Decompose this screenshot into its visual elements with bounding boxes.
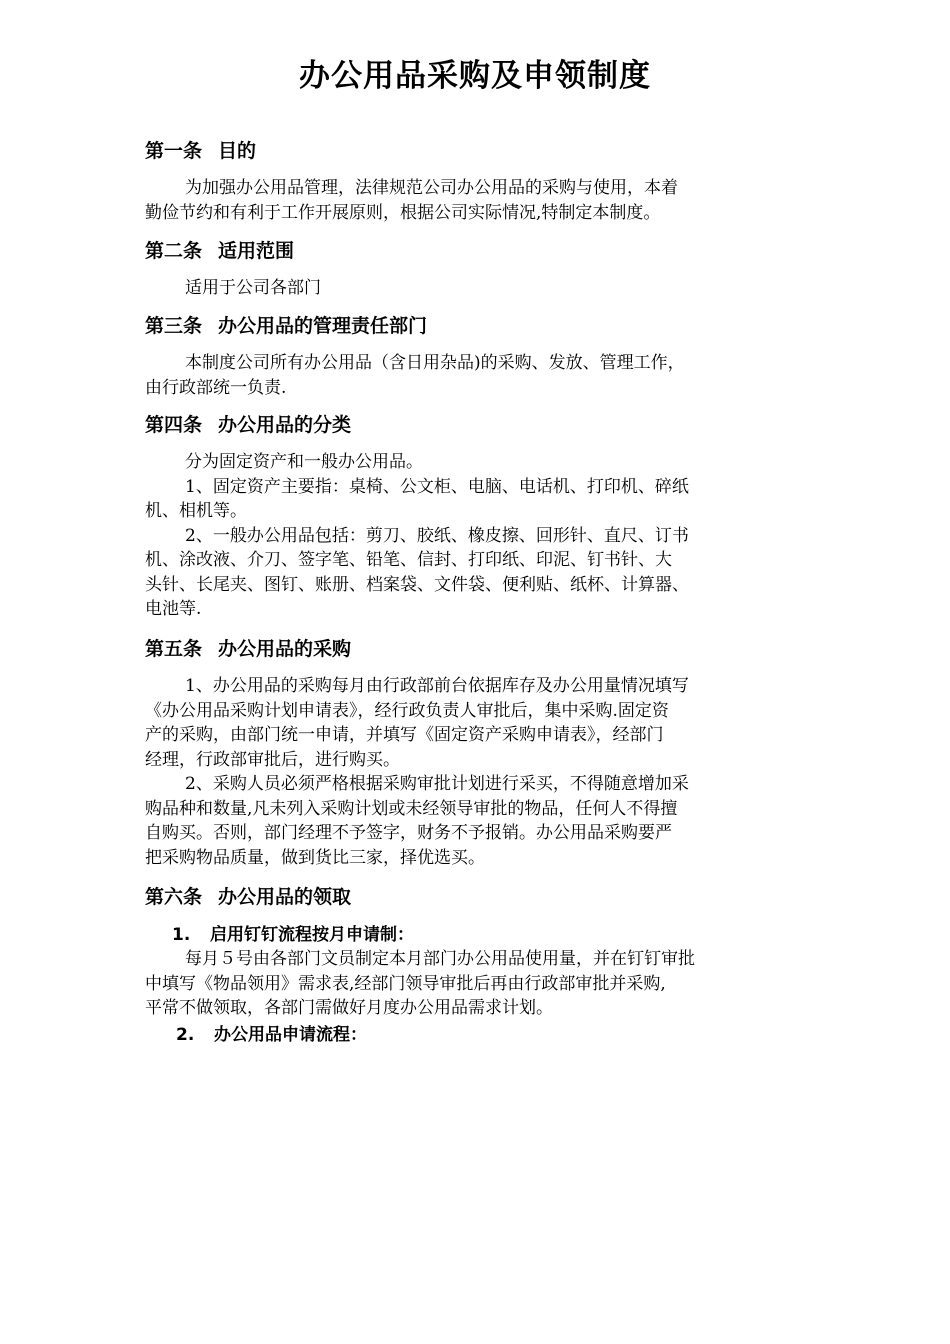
subsection-heading-1: [172, 923, 414, 947]
section-number: 第一条: [145, 140, 203, 162]
subsection-number: 1.: [172, 925, 191, 945]
paragraph-line: 平常不做领取，各部门需做好月度办公用品需求计划。: [145, 998, 553, 1018]
paragraph-line: 1、固定资产主要指：桌椅、公文柜、电脑、电话机、打印机、碎纸: [185, 476, 689, 497]
section-title: 适用范围: [218, 240, 295, 262]
section-body-5: [145, 674, 807, 870]
paragraph-line: 由行政部统一负责.: [145, 377, 287, 398]
section-body-4: [145, 450, 807, 622]
paragraph-line: 《办公用品采购计划申请表》，经行政负责人审批后，集中采购.固定资: [145, 700, 669, 721]
subsection-title: 办公用品申请流程：: [214, 1025, 367, 1045]
paragraph-line: 勤俭节约和有利于工作开展原则，根据公司实际情况,特制定本制度。: [145, 202, 661, 223]
paragraph-line: 购品种和数量,凡未列入采购计划或未经领导审批的物品，任何人不得擅: [145, 798, 678, 819]
section-body-3: [145, 351, 807, 400]
section-title: 办公用品的分类: [218, 414, 352, 436]
section-heading-2: [145, 238, 294, 264]
section-number: 第二条: [145, 240, 203, 262]
section-title: 办公用品的管理责任部门: [218, 315, 428, 337]
paragraph-line: 产的采购，由部门统一申请，并填写《固定资产采购申请表》，经部门: [145, 725, 664, 745]
paragraph-line: 为加强办公用品管理，法律规范公司办公用品的采购与使用，本着: [185, 178, 678, 198]
paragraph-line: 把采购物品质量，做到货比三家，择优选买。: [145, 847, 485, 868]
paragraph-line: 中填写《物品领用》需求表,经部门领导审批后再由行政部审批并采购,: [145, 973, 666, 994]
section-body-2: [145, 276, 807, 301]
subsection-number: 2.: [176, 1025, 195, 1045]
section-number: 第六条: [145, 886, 203, 908]
paragraph-line: 经理，行政部审批后，进行购买。: [145, 749, 400, 770]
section-heading-3: [145, 313, 427, 339]
paragraph-line: 2、一般办公用品包括：剪刀、胶纸、橡皮擦、回形针、直尺、订书: [185, 525, 689, 546]
section-heading-4: [145, 412, 351, 438]
section-heading-6: [145, 884, 351, 910]
subsection-heading-2: [176, 1023, 367, 1047]
section-title: 目的: [218, 140, 257, 162]
subsection-title: 启用钉钉流程按月申请制：: [210, 925, 414, 945]
section-number: 第五条: [145, 638, 203, 660]
section-title: 办公用品的采购: [218, 638, 352, 660]
section-heading-5: [145, 636, 351, 662]
paragraph-line: 适用于公司各部门: [185, 278, 321, 298]
paragraph-line: 每月５号由各部门文员制定本月部门办公用品使用量，并在钉钉审批: [185, 949, 695, 969]
section-number: 第四条: [145, 414, 203, 436]
paragraph-line: 电池等.: [145, 599, 202, 619]
section-body-1: [145, 176, 807, 225]
paragraph-line: 2、采购人员必须严格根据采购审批计划进行采买，不得随意增加采: [185, 774, 689, 794]
paragraph-line: 1、办公用品的采购每月由行政部前台依据库存及办公用量情况填写: [185, 676, 689, 696]
paragraph-line: 头针、长尾夹、图钉、账册、档案袋、文件袋、便利贴、纸杯、计算器、: [145, 574, 689, 595]
section-title: 办公用品的领取: [218, 886, 352, 908]
paragraph-line: 自购买。否则，部门经理不予签字，财务不予报销。办公用品采购要严: [145, 823, 672, 843]
paragraph-line: 机、相机等。: [145, 501, 247, 521]
section-number: 第三条: [145, 315, 203, 337]
paragraph-line: 本制度公司所有办公用品（含日用杂品)的采购、发放、管理工作，: [185, 353, 685, 373]
page-title: 办公用品采购及申领制度: [299, 58, 651, 94]
section-heading-1: [145, 138, 256, 164]
paragraph-line: 分为固定资产和一般办公用品。: [185, 452, 423, 472]
section-body-6: [145, 947, 807, 1021]
paragraph-line: 机、涂改液、介刀、签字笔、铅笔、信封、打印纸、印泥、钉书针、大: [145, 550, 672, 570]
